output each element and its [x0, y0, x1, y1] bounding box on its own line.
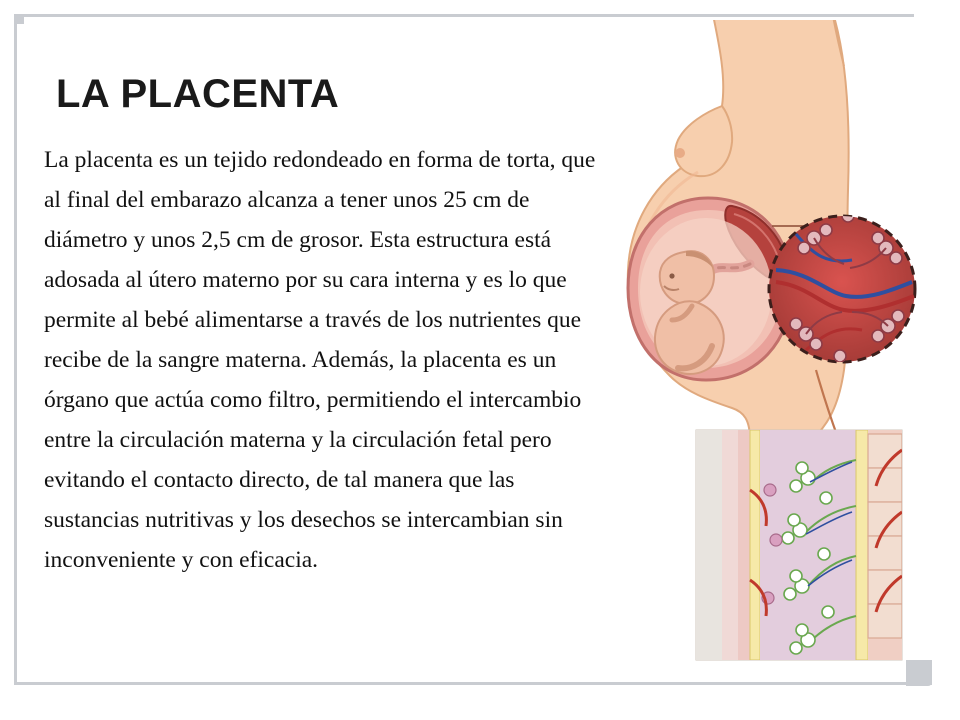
fetus	[655, 251, 724, 374]
frame-top-border	[14, 14, 914, 17]
frame-left-border	[14, 14, 17, 682]
illustration	[600, 20, 950, 690]
frame-corner-top-left	[14, 14, 24, 24]
uterus-with-fetus	[628, 198, 792, 380]
body-paragraph: La placenta es un tejido redondeado en forma de torta, que al final del embarazo alcanza a tener unos 25 cm de diámetro y unos 2,5 cm de grosor. Esta estructura está adosada al útero materno por su cara interna y es lo que permite al bebé alimentarse a través de los nutrientes que recibe de la sangre materna. Además, la placenta es un órgano que actúa como filtro, permitiendo el intercambio entre la circulación materna y la circulación fetal pero evitando el contacto directo, de tal manera que las sustancias nutritivas y los desechos se intercambian sin inconveniente y con eficacia.	[44, 147, 596, 573]
page-title: LA PLACENTA	[56, 72, 340, 116]
placental-barrier-cross-section	[696, 430, 902, 660]
